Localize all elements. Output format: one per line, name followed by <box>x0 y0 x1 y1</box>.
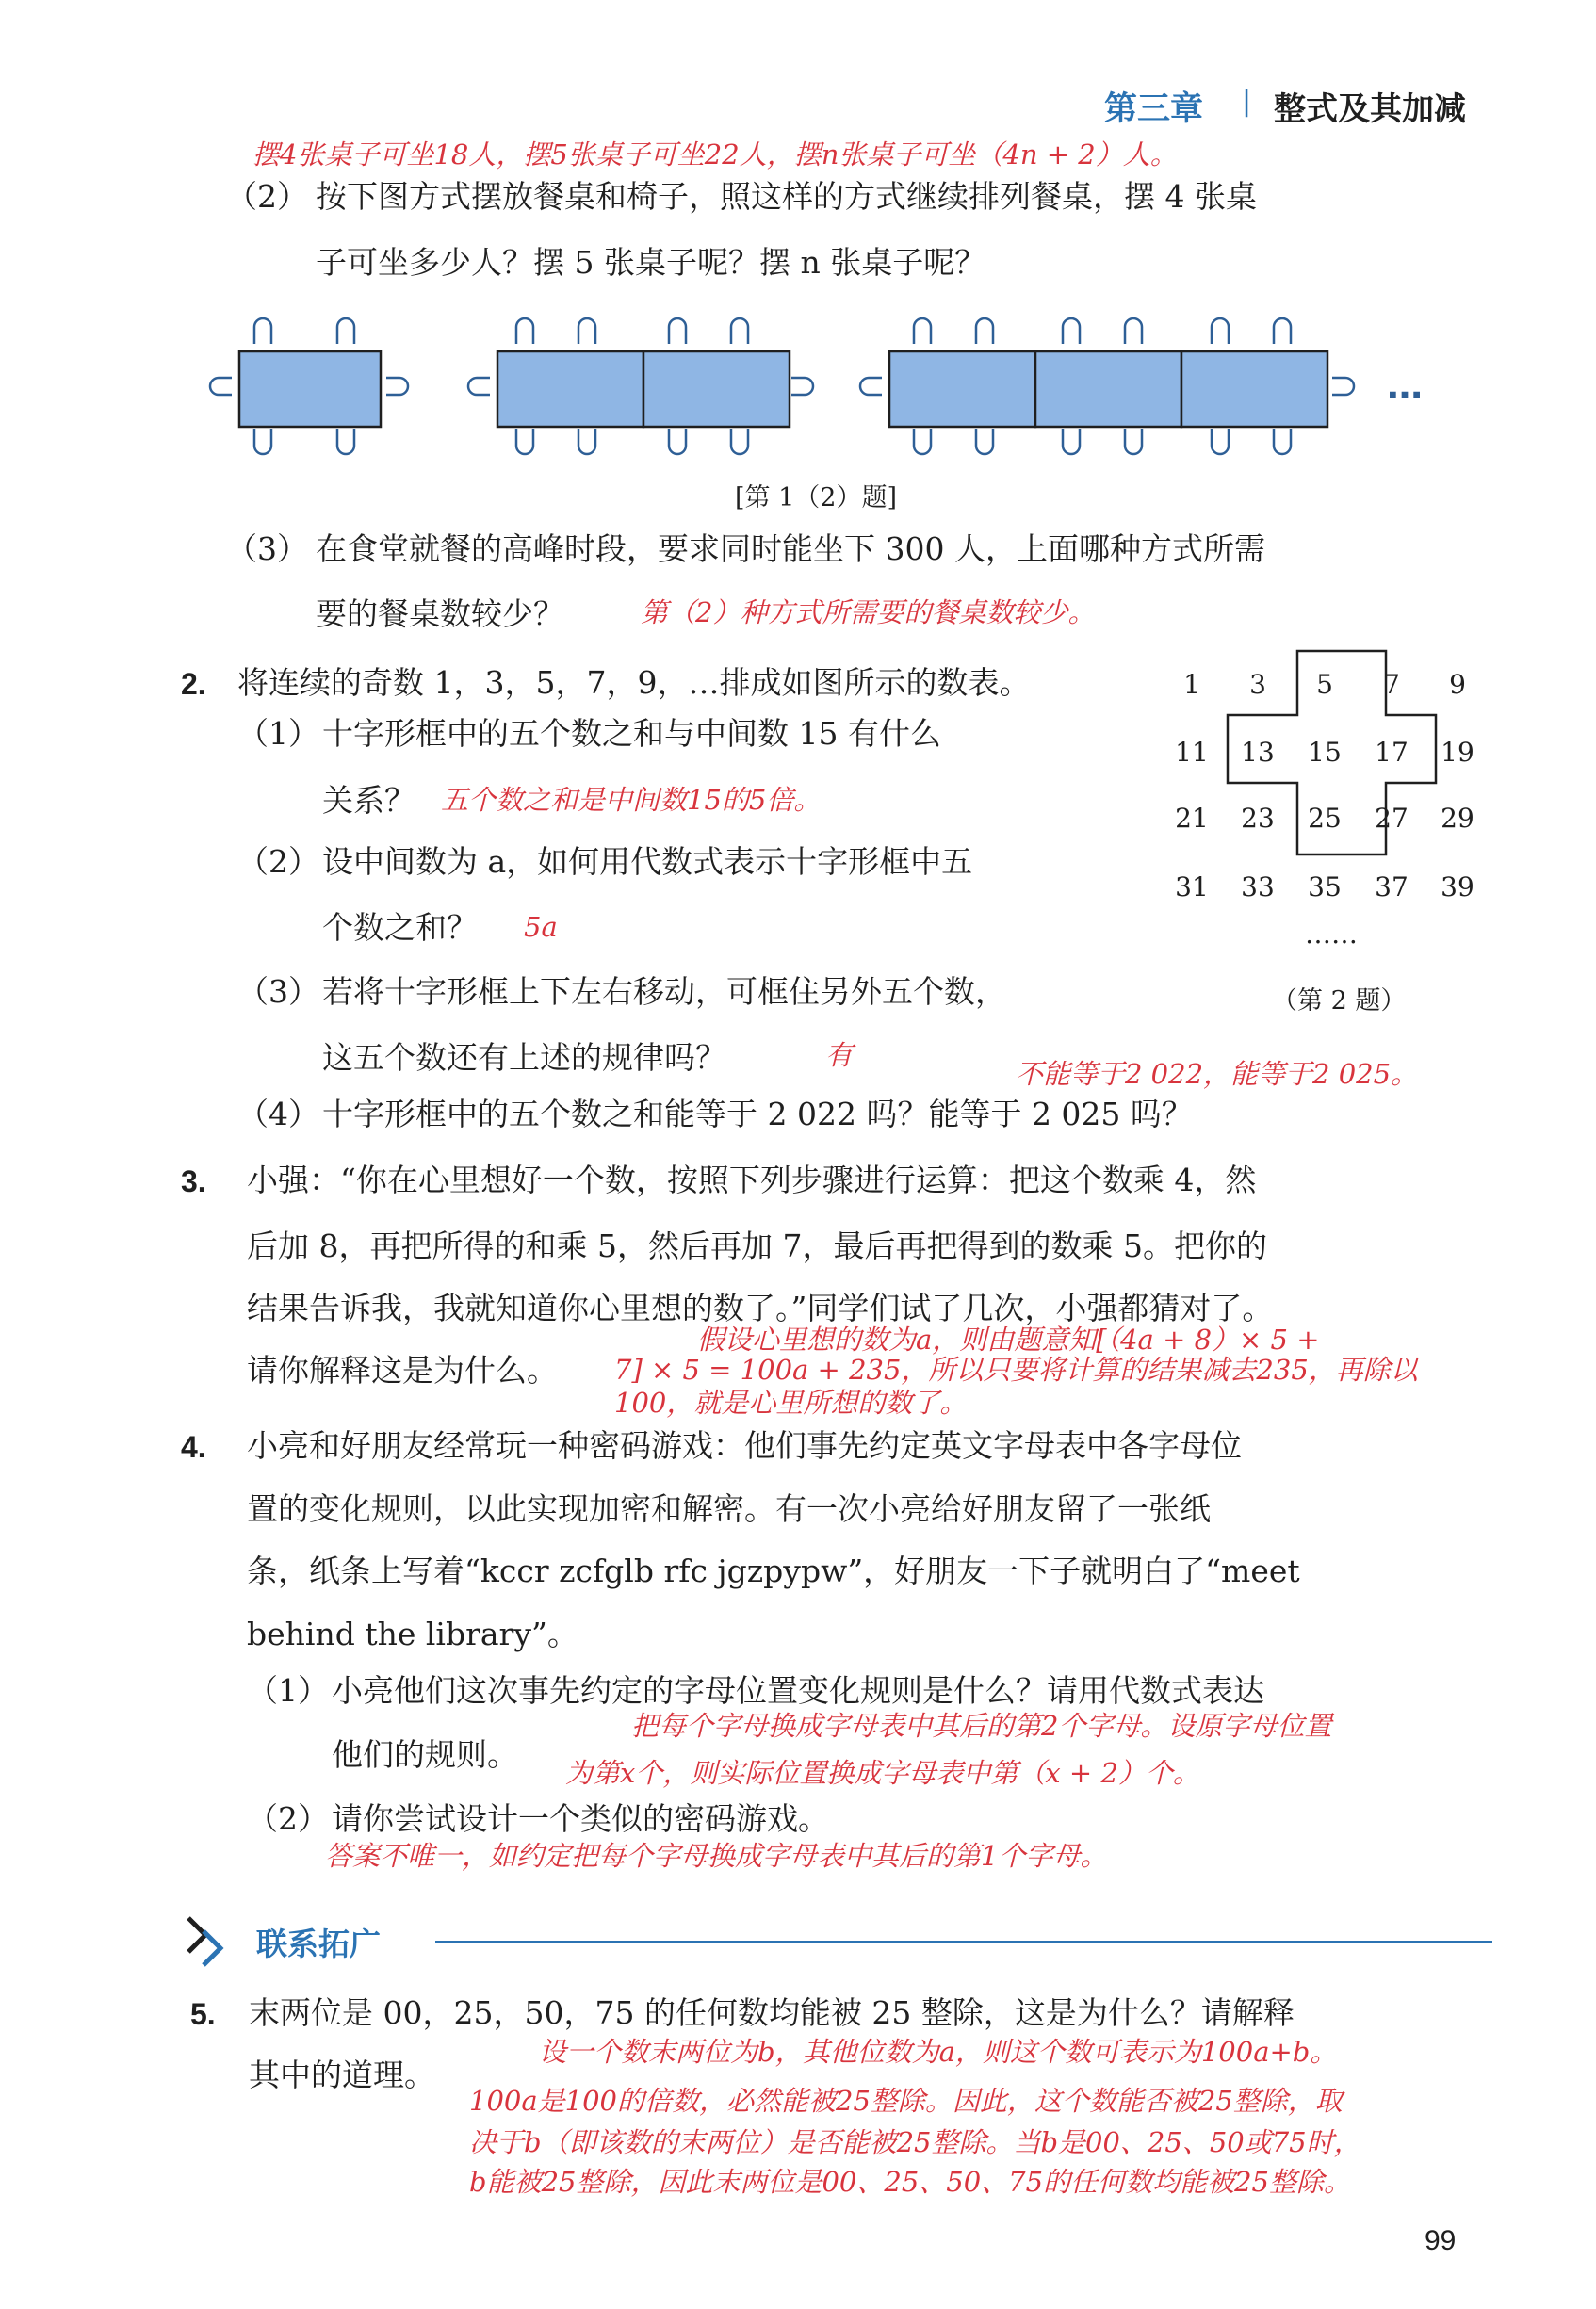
q4-line1: 小亮和好朋友经常玩一种密码游戏：他们事先约定英文字母表中各字母位 <box>247 1427 1242 1464</box>
q4-1-label: （1） <box>247 1672 329 1709</box>
q3-line2: 后加 8，再把所得的和乘 5，然后再加 7，最后再把得到的数乘 5。把你的 <box>247 1228 1267 1264</box>
q2-2-line2: 个数之和？ <box>322 909 478 946</box>
q1-2-line1: 按下图方式摆放餐桌和椅子，照这样的方式继续排列餐桌，摆 4 张桌 <box>316 178 1257 215</box>
chair-icon <box>468 378 490 395</box>
chair-icon <box>860 378 882 395</box>
q2-3-label: （3） <box>237 973 319 1010</box>
q1-2-label: （2） <box>226 178 308 215</box>
cross-frame <box>1173 645 1550 919</box>
table-cell: 7 <box>1383 669 1400 700</box>
question-number-5: 5. <box>190 1997 216 2031</box>
page-number: 99 <box>1425 2225 1457 2256</box>
table-cell: 3 <box>1249 669 1266 700</box>
q1-3-line1: 在食堂就餐的高峰时段，要求同时能坐下 300 人，上面哪种方式所需 <box>316 530 1265 567</box>
chair-icon <box>1274 318 1291 344</box>
chair-icon <box>578 429 595 454</box>
table <box>239 351 381 427</box>
answer-q2-2: 5a <box>524 911 558 943</box>
q2-3-line1: 若将十字形框上下左右移动，可框住另外五个数， <box>322 973 1006 1010</box>
q3-line1: 小强：“你在心里想好一个数，按照下列步骤进行运算：把这个数乘 4，然 <box>247 1162 1257 1198</box>
chair-icon <box>578 318 595 344</box>
chair-icon <box>669 429 686 454</box>
chair-icon <box>254 318 271 344</box>
answer-q2-4: 不能等于2 022，能等于2 025。 <box>1016 1058 1419 1090</box>
table <box>643 351 790 427</box>
table <box>497 351 643 427</box>
table-cell: 35 <box>1308 871 1342 902</box>
q2-4-line: 十字形框中的五个数之和能等于 2 022 吗？能等于 2 025 吗？ <box>322 1096 1193 1132</box>
chair-icon <box>1063 429 1080 454</box>
q3-line4: 请你解释这是为什么。 <box>247 1352 558 1389</box>
chair-icon <box>914 318 931 344</box>
figure-caption-2: （第 2 题） <box>1272 986 1407 1016</box>
chair-icon <box>1125 318 1142 344</box>
chair-icon <box>210 378 232 395</box>
answer-q3-line1: 假设心里想的数为a，则由题意知[（4a + 8）× 5 + <box>697 1324 1320 1356</box>
answer-q5-line4: b能被25整除，因此末两位是00、25、50、75的任何数均能被25整除。 <box>469 2166 1351 2198</box>
answer-q2-1: 五个数之和是中间数15的5倍。 <box>441 784 822 816</box>
chair-icon <box>669 318 686 344</box>
table-cell: 15 <box>1308 737 1342 768</box>
chair-icon <box>386 378 408 395</box>
q3-line3: 结果告诉我，我就知道你心里想的数了。”同学们试了几次，小强都猜对了。 <box>247 1290 1274 1326</box>
chair-icon <box>1212 429 1229 454</box>
q2-3-line2: 这五个数还有上述的规律吗？ <box>322 1039 726 1076</box>
answer-q5-line2: 100a是100的倍数，必然能被25整除。因此，这个数能否被25整除，取 <box>469 2085 1343 2117</box>
q1-3-label: （3） <box>226 530 308 567</box>
section-chevron-icon <box>185 1912 232 1969</box>
table-cell: 17 <box>1375 737 1409 768</box>
chapter-label: 第三章 <box>1104 90 1204 128</box>
answer-q4-1-line2: 为第x个，则实际位置换成字母表中第（x + 2）个。 <box>565 1757 1200 1789</box>
chair-icon <box>337 429 354 454</box>
chair-icon <box>1332 378 1354 395</box>
answer-q3-line3: 100，就是心里所想的数了。 <box>614 1387 968 1419</box>
table-cell: 5 <box>1316 669 1333 700</box>
table-cell: 23 <box>1241 803 1275 834</box>
q2-1-line2: 关系？ <box>322 782 415 819</box>
figure-caption-1: [第 1（2）题] <box>735 483 898 512</box>
table-cell: 37 <box>1375 871 1409 902</box>
q5-line2: 其中的道理。 <box>249 2057 435 2093</box>
chair-icon <box>1125 429 1142 454</box>
chair-icon <box>791 378 813 395</box>
table-cell: 9 <box>1449 669 1466 700</box>
answer-q4-1-line1: 把每个字母换成字母表中其后的第2个字母。设原字母位置 <box>631 1710 1332 1742</box>
chair-icon <box>976 318 993 344</box>
chair-icon <box>1063 318 1080 344</box>
q2-stem: 将连续的奇数 1，3，5，7，9，…排成如图所示的数表。 <box>237 664 1031 701</box>
header-separator: | <box>1242 85 1252 118</box>
answer-q5-line1: 设一个数末两位为b，其他位数为a，则这个数可表示为100a+b。 <box>539 2036 1338 2068</box>
answer-q5-line3: 决于b（即该数的末两位）是否能被25整除。当b是00、25、50或75时， <box>469 2126 1361 2158</box>
chapter-title: 整式及其加减 <box>1274 90 1466 128</box>
chair-icon <box>914 429 931 454</box>
section-divider <box>435 1941 1492 1943</box>
answer-q3-line2: 7] × 5 = 100a + 235，所以只要将计算的结果减去235，再除以 <box>614 1354 1418 1386</box>
q2-2-line1: 设中间数为 a，如何用代数式表示十字形框中五 <box>322 843 973 880</box>
q2-1-label: （1） <box>237 715 319 752</box>
table-cell: 13 <box>1241 737 1275 768</box>
table <box>889 351 1035 427</box>
q2-2-label: （2） <box>237 843 319 880</box>
more-ellipsis: … <box>1387 366 1423 407</box>
q1-2-line2: 子可坐多少人？摆 5 张桌子呢？摆 n 张桌子呢？ <box>316 244 986 281</box>
chair-icon <box>976 429 993 454</box>
question-number-3: 3. <box>181 1164 206 1198</box>
table-cell: 19 <box>1441 737 1474 768</box>
chair-icon <box>731 318 748 344</box>
table-cell: 21 <box>1175 803 1209 834</box>
chair-icon <box>337 318 354 344</box>
q5-line1: 末两位是 00，25，50，75 的任何数均能被 25 整除，这是为什么？请解释 <box>249 1994 1295 2031</box>
table-ellipsis: …… <box>1305 919 1358 950</box>
table-cell: 27 <box>1375 803 1409 834</box>
question-number-2: 2. <box>181 667 206 701</box>
answer-q1-2: 摆4张桌子可坐18人，摆5张桌子可坐22人，摆n张桌子可坐（4n + 2）人。 <box>252 138 1178 171</box>
q2-4-label: （4） <box>237 1096 319 1132</box>
table-cell: 25 <box>1308 803 1342 834</box>
table <box>1181 351 1327 427</box>
section-title: 联系拓广 <box>256 1926 381 1962</box>
q4-2-line: 请你尝试设计一个类似的密码游戏。 <box>332 1800 829 1837</box>
q4-line2: 置的变化规则，以此实现加密和解密。有一次小亮给好朋友留了一张纸 <box>247 1490 1211 1527</box>
table-cell: 1 <box>1183 669 1200 700</box>
answer-q2-3: 有 <box>825 1039 854 1071</box>
chair-icon <box>731 429 748 454</box>
q4-1-line2: 他们的规则。 <box>332 1736 518 1773</box>
q2-1-line1: 十字形框中的五个数之和与中间数 15 有什么 <box>322 715 941 752</box>
question-number-4: 4. <box>181 1430 206 1464</box>
chair-icon <box>1212 318 1229 344</box>
chair-icon <box>516 429 533 454</box>
chair-icon <box>254 429 271 454</box>
tables-figure <box>198 306 1451 466</box>
chair-icon <box>1274 429 1291 454</box>
q4-line3: 条，纸条上写着“kccr zcfglb rfc jgzpypw”，好朋友一下子就明白了“meet <box>247 1553 1300 1589</box>
table-cell: 11 <box>1175 737 1209 768</box>
table-cell: 29 <box>1441 803 1474 834</box>
q1-3-line2: 要的餐桌数较少？ <box>316 595 564 632</box>
q4-2-label: （2） <box>247 1800 329 1837</box>
table-cell: 31 <box>1175 871 1209 902</box>
answer-q1-3: 第（2）种方式所需要的餐桌数较少。 <box>641 596 1096 628</box>
table-cell: 33 <box>1241 871 1275 902</box>
q4-line4: behind the library”。 <box>247 1616 578 1652</box>
table-cell: 39 <box>1441 871 1474 902</box>
answer-q4-2: 答案不唯一，如约定把每个字母换成字母表中其后的第1个字母。 <box>325 1840 1108 1872</box>
table <box>1035 351 1181 427</box>
chair-icon <box>516 318 533 344</box>
q4-1-line1: 小亮他们这次事先约定的字母位置变化规则是什么？请用代数式表达 <box>332 1672 1264 1709</box>
